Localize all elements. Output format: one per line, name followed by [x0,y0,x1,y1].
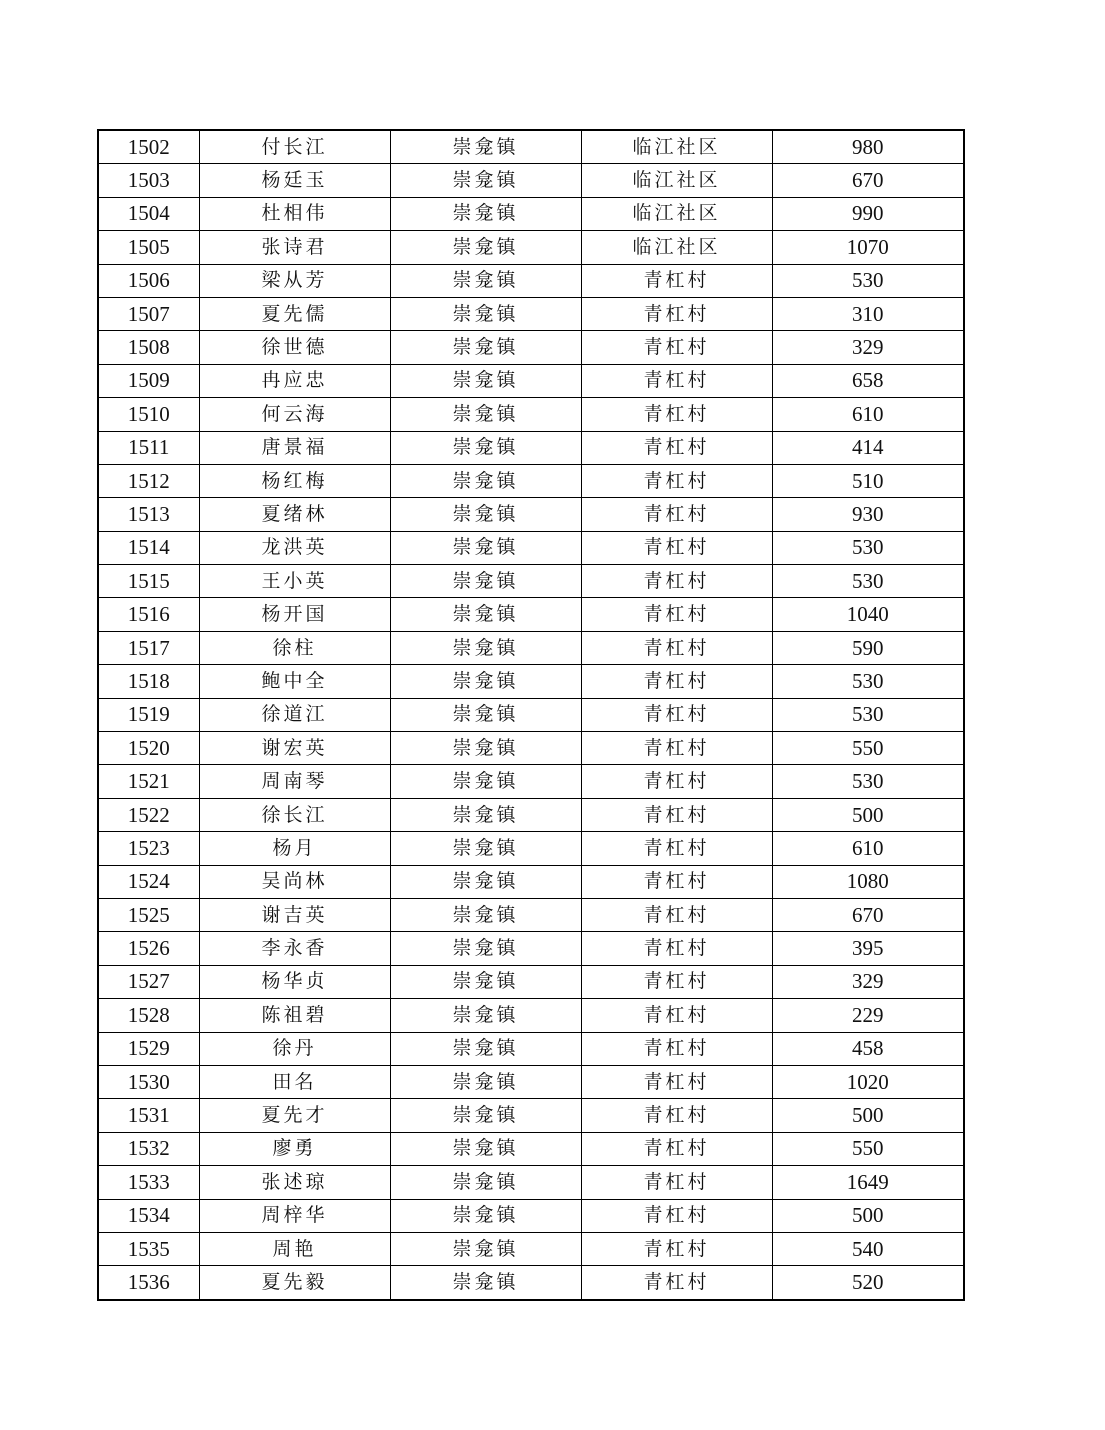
person-name-cell: 陈祖碧 [199,999,390,1032]
town-cell: 崇龛镇 [390,1099,581,1132]
town-cell: 崇龛镇 [390,331,581,364]
table-row [98,965,964,998]
amount-cell: 530 [772,698,964,731]
village-cell: 青杠村 [581,1232,772,1265]
row-number-cell: 1525 [98,898,199,931]
town-cell: 崇龛镇 [390,698,581,731]
village-cell: 青杠村 [581,832,772,865]
village-cell: 青杠村 [581,565,772,598]
village-cell: 青杠村 [581,1032,772,1065]
person-name-cell: 徐长江 [199,798,390,831]
town-cell: 崇龛镇 [390,431,581,464]
amount-cell: 1080 [772,865,964,898]
amount-cell: 1649 [772,1166,964,1199]
town-cell: 崇龛镇 [390,197,581,230]
town-cell: 崇龛镇 [390,398,581,431]
person-name-cell: 周艳 [199,1232,390,1265]
village-cell: 青杠村 [581,698,772,731]
row-number-cell: 1514 [98,531,199,564]
table-row [98,698,964,731]
person-name-cell: 王小英 [199,565,390,598]
amount-cell: 510 [772,464,964,497]
town-cell: 崇龛镇 [390,598,581,631]
row-number-cell: 1517 [98,631,199,664]
amount-cell: 670 [772,164,964,197]
town-cell: 崇龛镇 [390,1166,581,1199]
row-number-cell: 1535 [98,1232,199,1265]
person-name-cell: 吴尚林 [199,865,390,898]
town-cell: 崇龛镇 [390,565,581,598]
amount-cell: 1040 [772,598,964,631]
amount-cell: 458 [772,1032,964,1065]
person-name-cell: 杨廷玉 [199,164,390,197]
table-row [98,331,964,364]
table-row [98,1032,964,1065]
amount-cell: 590 [772,631,964,664]
row-number-cell: 1526 [98,932,199,965]
row-number-cell: 1527 [98,965,199,998]
amount-cell: 1020 [772,1065,964,1098]
row-number-cell: 1515 [98,565,199,598]
village-cell: 临江社区 [581,130,772,164]
person-name-cell: 徐丹 [199,1032,390,1065]
town-cell: 崇龛镇 [390,1032,581,1065]
person-name-cell: 梁从芳 [199,264,390,297]
table-row [98,1199,964,1232]
village-cell: 青杠村 [581,598,772,631]
person-name-cell: 何云海 [199,398,390,431]
person-name-cell: 杨开国 [199,598,390,631]
table-row [98,1132,964,1165]
village-cell: 青杠村 [581,665,772,698]
village-cell: 青杠村 [581,431,772,464]
village-cell: 青杠村 [581,1099,772,1132]
row-number-cell: 1532 [98,1132,199,1165]
row-number-cell: 1512 [98,464,199,497]
village-cell: 青杠村 [581,631,772,664]
row-number-cell: 1531 [98,1099,199,1132]
row-number-cell: 1516 [98,598,199,631]
person-name-cell: 夏绪林 [199,498,390,531]
amount-cell: 329 [772,965,964,998]
town-cell: 崇龛镇 [390,1232,581,1265]
row-number-cell: 1502 [98,130,199,164]
amount-cell: 520 [772,1266,964,1300]
row-number-cell: 1507 [98,297,199,330]
village-cell: 青杠村 [581,999,772,1032]
town-cell: 崇龛镇 [390,297,581,330]
amount-cell: 310 [772,297,964,330]
roster-table [97,129,965,1301]
village-cell: 青杠村 [581,932,772,965]
village-cell: 青杠村 [581,464,772,497]
village-cell: 青杠村 [581,331,772,364]
amount-cell: 530 [772,765,964,798]
village-cell: 青杠村 [581,264,772,297]
person-name-cell: 杨月 [199,832,390,865]
village-cell: 青杠村 [581,1199,772,1232]
village-cell: 青杠村 [581,297,772,330]
row-number-cell: 1533 [98,1166,199,1199]
table-row [98,130,964,164]
town-cell: 崇龛镇 [390,898,581,931]
village-cell: 青杠村 [581,732,772,765]
person-name-cell: 付长江 [199,130,390,164]
row-number-cell: 1503 [98,164,199,197]
row-number-cell: 1528 [98,999,199,1032]
row-number-cell: 1513 [98,498,199,531]
village-cell: 青杠村 [581,865,772,898]
row-number-cell: 1534 [98,1199,199,1232]
village-cell: 青杠村 [581,1166,772,1199]
amount-cell: 500 [772,798,964,831]
table-row [98,932,964,965]
amount-cell: 540 [772,1232,964,1265]
town-cell: 崇龛镇 [390,1132,581,1165]
person-name-cell: 夏先毅 [199,1266,390,1300]
person-name-cell: 夏先儒 [199,297,390,330]
table-row [98,531,964,564]
town-cell: 崇龛镇 [390,498,581,531]
table-row [98,865,964,898]
person-name-cell: 田名 [199,1065,390,1098]
table-row [98,598,964,631]
town-cell: 崇龛镇 [390,1199,581,1232]
town-cell: 崇龛镇 [390,130,581,164]
table-row [98,898,964,931]
amount-cell: 670 [772,898,964,931]
row-number-cell: 1518 [98,665,199,698]
table-row [98,665,964,698]
table-row [98,398,964,431]
amount-cell: 610 [772,832,964,865]
row-number-cell: 1509 [98,364,199,397]
row-number-cell: 1504 [98,197,199,230]
person-name-cell: 鲍中全 [199,665,390,698]
amount-cell: 414 [772,431,964,464]
person-name-cell: 龙洪英 [199,531,390,564]
table-row [98,431,964,464]
row-number-cell: 1520 [98,732,199,765]
village-cell: 青杠村 [581,765,772,798]
amount-cell: 500 [772,1099,964,1132]
village-cell: 临江社区 [581,164,772,197]
row-number-cell: 1521 [98,765,199,798]
amount-cell: 610 [772,398,964,431]
person-name-cell: 李永香 [199,932,390,965]
table-row [98,832,964,865]
town-cell: 崇龛镇 [390,865,581,898]
town-cell: 崇龛镇 [390,798,581,831]
amount-cell: 229 [772,999,964,1032]
table-row [98,732,964,765]
town-cell: 崇龛镇 [390,1065,581,1098]
row-number-cell: 1523 [98,832,199,865]
person-name-cell: 谢吉英 [199,898,390,931]
town-cell: 崇龛镇 [390,364,581,397]
amount-cell: 500 [772,1199,964,1232]
table-row [98,565,964,598]
table-row [98,464,964,497]
village-cell: 临江社区 [581,197,772,230]
table-row [98,1266,964,1300]
village-cell: 青杠村 [581,364,772,397]
person-name-cell: 张述琼 [199,1166,390,1199]
amount-cell: 550 [772,732,964,765]
village-cell: 青杠村 [581,798,772,831]
table-row [98,197,964,230]
row-number-cell: 1505 [98,231,199,264]
row-number-cell: 1506 [98,264,199,297]
village-cell: 青杠村 [581,1266,772,1300]
amount-cell: 530 [772,565,964,598]
table-row [98,631,964,664]
person-name-cell: 周梓华 [199,1199,390,1232]
table-row [98,1065,964,1098]
table-row [98,999,964,1032]
village-cell: 青杠村 [581,531,772,564]
amount-cell: 1070 [772,231,964,264]
amount-cell: 530 [772,264,964,297]
village-cell: 青杠村 [581,398,772,431]
person-name-cell: 周南琴 [199,765,390,798]
table-row [98,164,964,197]
village-cell: 青杠村 [581,898,772,931]
village-cell: 青杠村 [581,965,772,998]
person-name-cell: 张诗君 [199,231,390,264]
table-row [98,1232,964,1265]
person-name-cell: 徐柱 [199,631,390,664]
village-cell: 青杠村 [581,498,772,531]
person-name-cell: 冉应忠 [199,364,390,397]
village-cell: 青杠村 [581,1065,772,1098]
row-number-cell: 1508 [98,331,199,364]
town-cell: 崇龛镇 [390,1266,581,1300]
table-row [98,297,964,330]
town-cell: 崇龛镇 [390,732,581,765]
town-cell: 崇龛镇 [390,965,581,998]
amount-cell: 530 [772,665,964,698]
town-cell: 崇龛镇 [390,631,581,664]
village-cell: 青杠村 [581,1132,772,1165]
roster-table-body [98,130,964,1300]
amount-cell: 658 [772,364,964,397]
row-number-cell: 1522 [98,798,199,831]
amount-cell: 550 [772,1132,964,1165]
table-row [98,765,964,798]
row-number-cell: 1524 [98,865,199,898]
person-name-cell: 徐道江 [199,698,390,731]
amount-cell: 395 [772,932,964,965]
amount-cell: 990 [772,197,964,230]
amount-cell: 530 [772,531,964,564]
town-cell: 崇龛镇 [390,531,581,564]
table-row [98,231,964,264]
town-cell: 崇龛镇 [390,932,581,965]
person-name-cell: 廖勇 [199,1132,390,1165]
row-number-cell: 1530 [98,1065,199,1098]
person-name-cell: 夏先才 [199,1099,390,1132]
table-row [98,264,964,297]
table-row [98,1099,964,1132]
row-number-cell: 1536 [98,1266,199,1300]
person-name-cell: 杜相伟 [199,197,390,230]
town-cell: 崇龛镇 [390,164,581,197]
town-cell: 崇龛镇 [390,999,581,1032]
person-name-cell: 杨红梅 [199,464,390,497]
town-cell: 崇龛镇 [390,231,581,264]
town-cell: 崇龛镇 [390,832,581,865]
table-row [98,1166,964,1199]
town-cell: 崇龛镇 [390,765,581,798]
row-number-cell: 1511 [98,431,199,464]
village-cell: 临江社区 [581,231,772,264]
person-name-cell: 杨华贞 [199,965,390,998]
person-name-cell: 谢宏英 [199,732,390,765]
town-cell: 崇龛镇 [390,464,581,497]
amount-cell: 329 [772,331,964,364]
table-row [98,498,964,531]
town-cell: 崇龛镇 [390,264,581,297]
amount-cell: 980 [772,130,964,164]
table-row [98,364,964,397]
amount-cell: 930 [772,498,964,531]
row-number-cell: 1510 [98,398,199,431]
row-number-cell: 1519 [98,698,199,731]
table-row [98,798,964,831]
person-name-cell: 唐景福 [199,431,390,464]
row-number-cell: 1529 [98,1032,199,1065]
person-name-cell: 徐世德 [199,331,390,364]
town-cell: 崇龛镇 [390,665,581,698]
